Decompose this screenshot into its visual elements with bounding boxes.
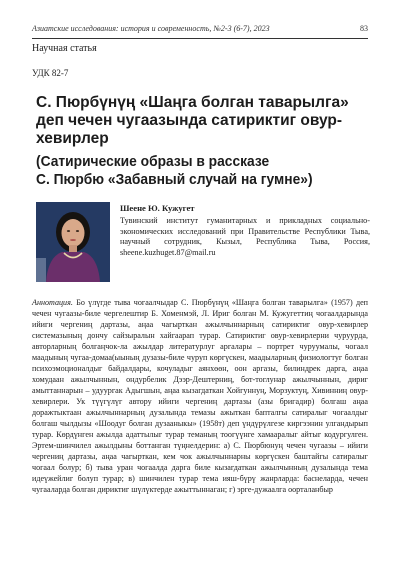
- running-header: [32, 24, 368, 37]
- abstract-label: Аннотация.: [32, 298, 73, 307]
- page-number: 83: [360, 24, 368, 33]
- author-info: [120, 203, 370, 259]
- author-photo: [36, 202, 110, 282]
- title-russian-line-1: (Сатирические образы в рассказе: [36, 153, 270, 170]
- title-russian: [36, 153, 340, 188]
- header-rule: [32, 38, 368, 39]
- journal-title: Азиатские исследования: история и современность, №2-3 (6-7), 2023: [32, 24, 270, 33]
- article-type: Научная статья: [32, 43, 97, 54]
- abstract: [32, 297, 368, 495]
- title-russian-line-2: С. Пюрбю «Забавный случай на гумне»): [36, 170, 313, 188]
- udc-code: УДК 82-7: [32, 68, 69, 78]
- author-name: Шеене Ю. Кужугет: [120, 203, 195, 213]
- author-affiliation: Тувинский институт гуманитарных и прикладных социально-экономических исследований при Правительстве Республики Тыва, научный сотрудник, Кызыл, Республика Тыва, Россия, sheene.kuzhuget.87@mail.ru: [120, 215, 370, 258]
- abstract-text: Бо үлүгде тыва чогаалчыдар С. Пюрбүнүң «Шаңга болган таварылга» (1957) деп чечен чугаазы-биле чергелештир Б. Хоменмэй, Л. Ириг болган М. Кужугеттиң чогаалдарында ийиги чергениң дартазы, аңаа чагырткан ажылчыннарның сатириктиг овур-хевирлер системазының дончу сайзыралын хайгаарап турар. Сатириктиг овур-хевирлерни чуруурда, авторларның болгаңчок-ла ажылдар литературлуг аргалары – портрет чуруумалы, чогаал маадының чугаа-домаа(ыының дузазы-биле чуруп көргүскен, маадыларның физиологтуг болган психоэмоционалдыг байдалдары, кочуладыг аянхөөн, оон аргазы, билиндрек дарга, аңаа хомудаан ажылчыннын, ондурбелик Дээр-Дештерниң, бот-тоглунар ажылчыннын, дириг амыттаннарын – удуургак Адыгшын, аңаа кызагдаткан Хойгуннуң, Морзуктуң, Хивинниң овур-хевирлери. Ук түүгүлүг автору ийиги чергениң дартазы (азы бригадир) болгаш аңаа доражтыктаан ажылчыннарның дузалында темазы ажыткан бапталгы сатиралыг чогаалдыг болгаш чылдызы «Шоодуг болган дузааныкы» (1958т) деп үндүрүлгезе киргээнин улгандырып турар. Көрдүнген ажылда адаттылыг турар теманың тоогүүнге хамааралыг айтыг кодургулген. Эртем-шинчилел ажылдыны боттанган түңнелдерин: а) С. Пюрбюнуң чечен чугаазы – ийиги чергениң дартазы, аңаа чагырткан, кем чок ажылчыннарны көргүскен баштайгы сатиралыг чогаал болур; б) тыва уран чогаалда дарга биле кызагдаткан ажылчынның дузалында тема идеүжейлиг болуп турар; в) шинчилен турар тема ияш-бүрү жанрларда: баснеларда, чечен чугааларда болган дириктиг шүлүктерде ажыттыннаган; г) эрге-дужаалга оорталанбыр: [32, 298, 368, 495]
- title-tuvan: С. Пюрбүнүң «Шаңга болган таварылга» деп чечен чугаазында сатириктиг овур-хевирлер: [36, 94, 349, 147]
